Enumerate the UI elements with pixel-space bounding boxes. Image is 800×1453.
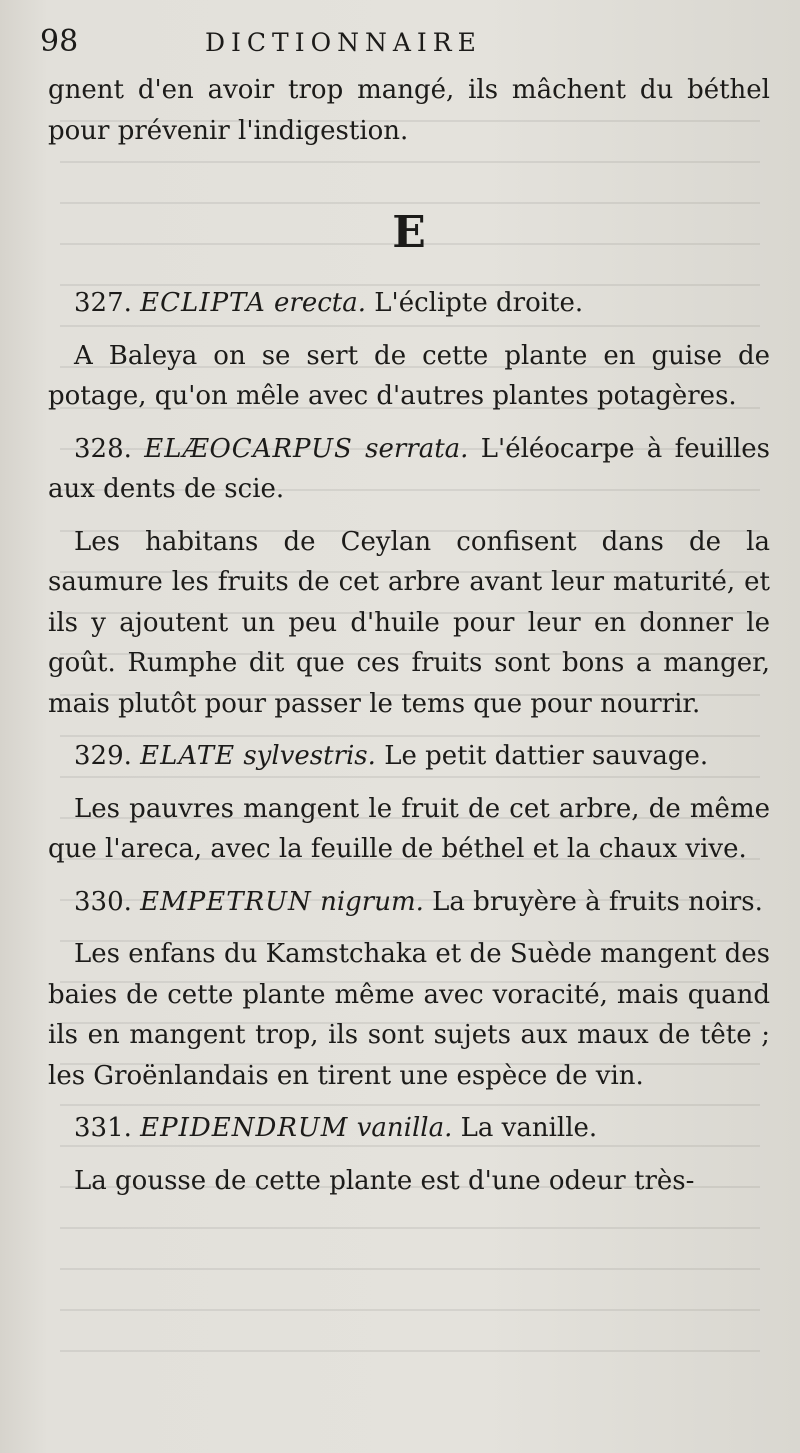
entry-heading [48, 1108, 770, 1149]
entry-text: Les pauvres mangent le fruit de cet arbre, de même que l'areca, avec la feuille de béthel et la chaux vive. [48, 793, 770, 864]
entry-species: serrata. [365, 433, 469, 464]
entry-common-name: La vanille. [460, 1113, 598, 1143]
running-head: DICTIONNAIRE [205, 28, 482, 57]
entry-species: erecta. [274, 288, 367, 318]
page-body [48, 70, 770, 1201]
entry-species: nigrum. [320, 886, 424, 917]
entry-genus: ECLIPTA [140, 288, 266, 318]
entry-species: sylvestris. [243, 741, 376, 771]
entry-common-name: L'éléocarpe à feuilles aux dents de scie. [48, 433, 771, 504]
entry-text: Les enfans du Kamstchaka et de Suède mangent des baies de cette plante même avec voracité, mais quand ils en mangent trop, ils sont sujets aux maux de tête ; les Groënlandais en tirent une espèce de vin. [48, 939, 770, 1091]
entry-heading [48, 882, 770, 923]
entry-number: 331. [74, 1113, 132, 1143]
entry-species: vanilla. [356, 1113, 453, 1143]
entry-heading [48, 283, 770, 324]
entry-common-name: L'éclipte droite. [374, 288, 584, 318]
entry-genus: EPIDENDRUM [140, 1113, 349, 1143]
continuation-text: gnent d'en avoir trop mangé, ils mâchent du béthel pour prévenir l'indigestion. [48, 75, 770, 146]
entry-genus: ELATE [140, 741, 236, 771]
entry-number: 329. [74, 741, 132, 771]
entry-number: 330. [74, 886, 132, 917]
entry-number: 327. [74, 288, 132, 318]
entry-heading [48, 736, 770, 777]
page-header [40, 24, 760, 64]
entry-common-name: Le petit dattier sauvage. [384, 741, 709, 771]
entry-heading [48, 429, 770, 510]
entry-text: A Baleya on se sert de cette plante en guise de potage, qu'on mêle avec d'autres plantes potagères. [48, 340, 770, 411]
section-letter: E [392, 207, 426, 258]
entry-genus: ELÆOCARPUS [144, 433, 353, 464]
entry-common-name: La bruyère à fruits noirs. [432, 886, 763, 917]
entry-text: La gousse de cette plante est d'une odeur très- [74, 1165, 695, 1196]
page-number: 98 [40, 24, 79, 59]
entry-genus: EMPETRUN [140, 886, 312, 917]
entry-text: Les habitans de Ceylan confisent dans de la saumure les fruits de cet arbre avant leur maturité, et ils y ajoutent un peu d'huile pour leur en donner le goût. Rumphe dit que ces fruits sont bons a manger, mais plutôt pour passer le tems que pour nourrir. [48, 526, 770, 719]
entry-number: 328. [74, 433, 132, 464]
